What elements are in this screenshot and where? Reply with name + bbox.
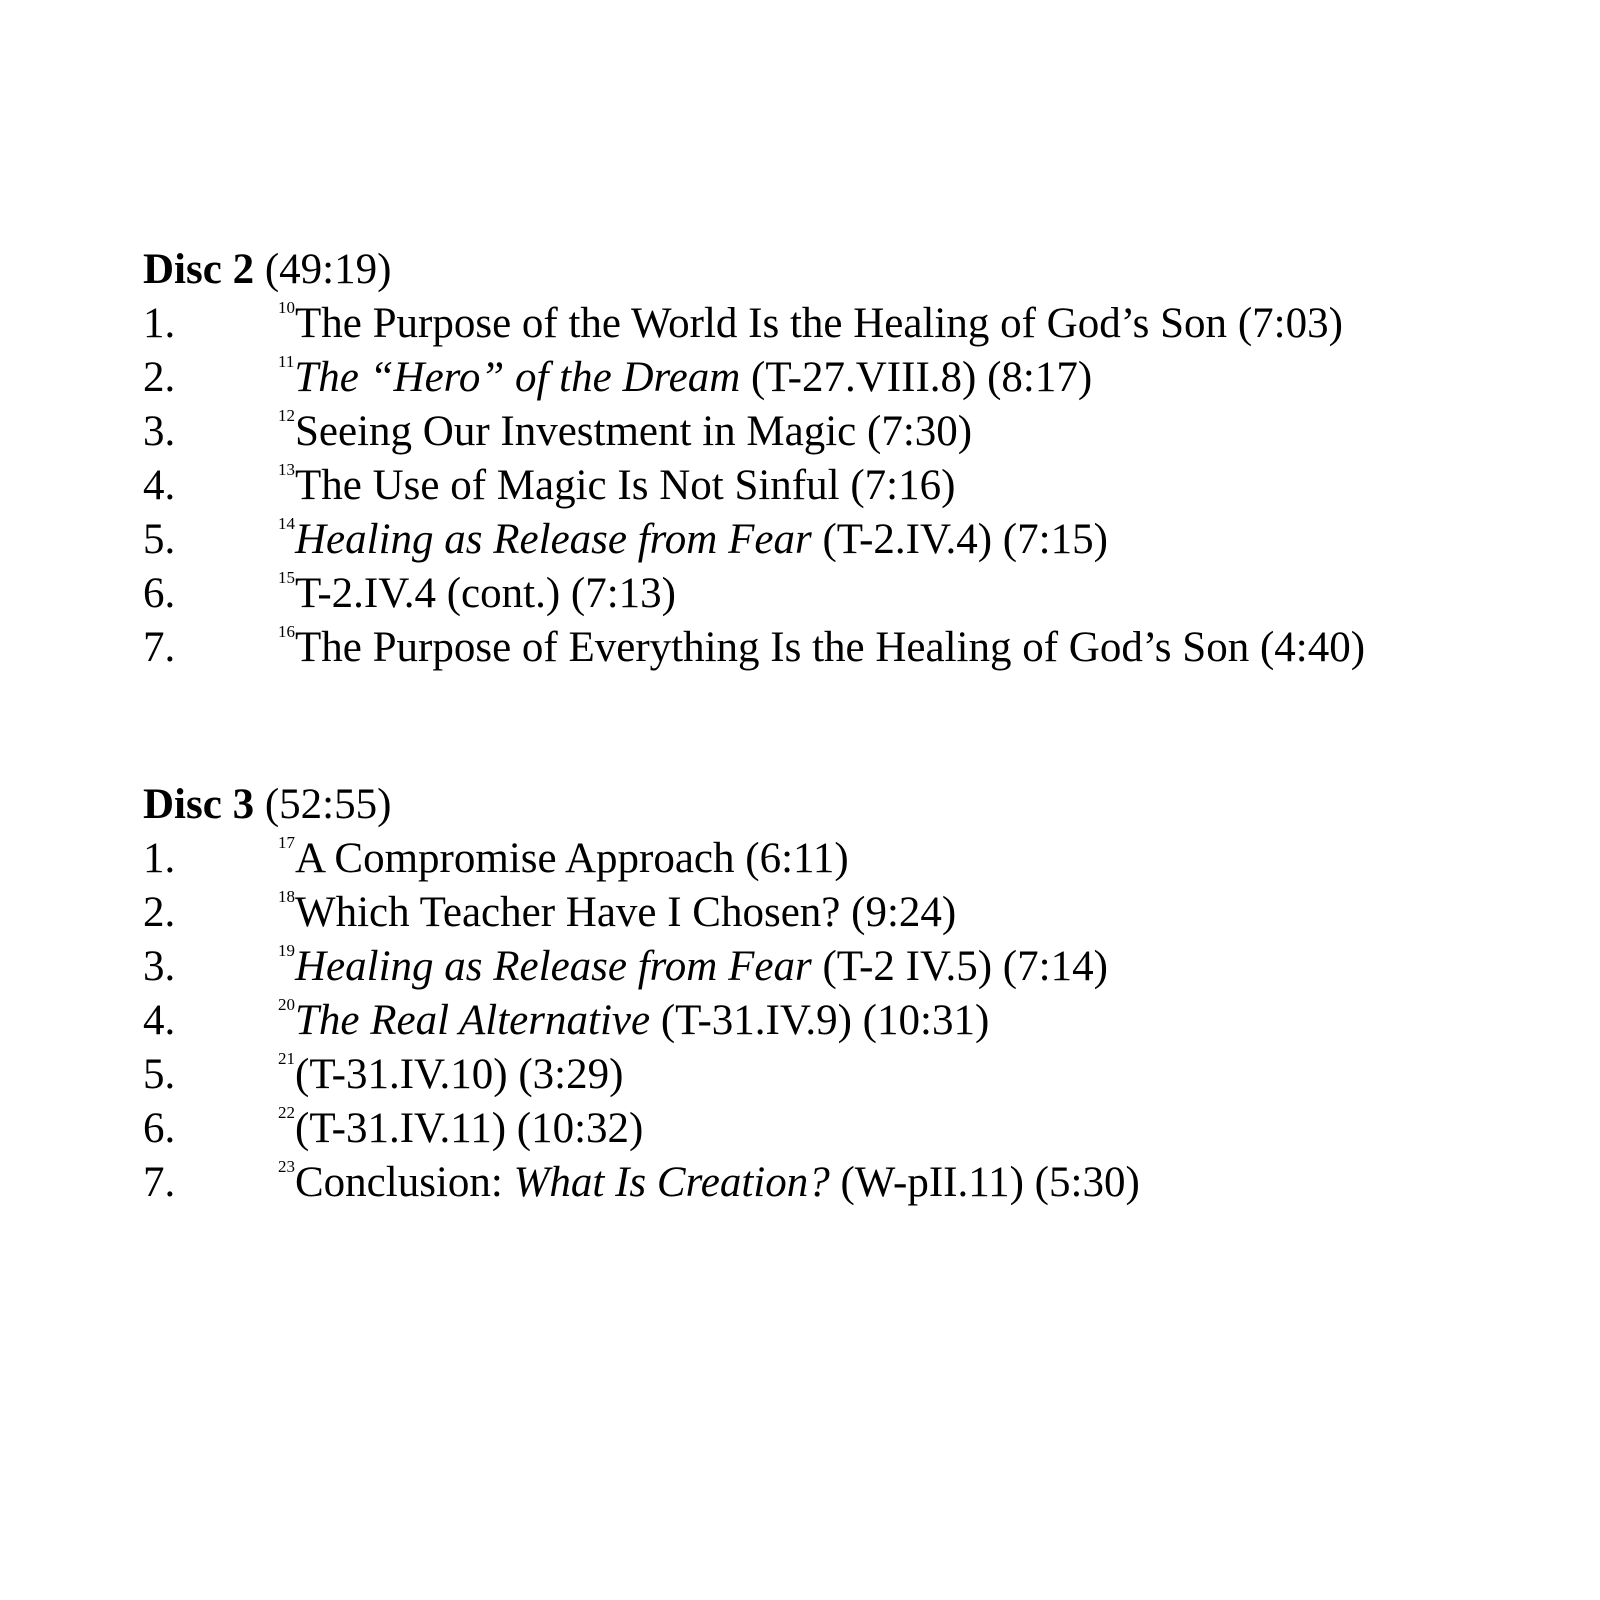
disc-2-track-list	[143, 297, 1563, 675]
track-reference-superscript: 10	[278, 298, 295, 317]
track-item	[143, 1156, 1563, 1210]
track-duration: (9:24)	[851, 889, 957, 936]
disc-3-track-list	[143, 832, 1563, 1210]
track-item	[143, 994, 1563, 1048]
track-item	[143, 567, 1563, 621]
track-item	[143, 513, 1563, 567]
track-title: (T-31.IV.11)	[295, 1105, 507, 1152]
disc-2-section	[143, 243, 1563, 675]
track-number: 2.	[143, 354, 176, 401]
disc-3-duration: (52:55)	[264, 781, 392, 828]
track-reference-superscript: 13	[278, 460, 295, 479]
track-item	[143, 1048, 1563, 1102]
track-title: The “Hero” of the Dream	[294, 354, 741, 401]
track-title: What Is Creation?	[513, 1159, 830, 1206]
track-number: 1.	[143, 835, 176, 882]
track-number: 2.	[143, 889, 176, 936]
track-reference-superscript: 17	[278, 833, 295, 852]
track-reference-superscript: 15	[278, 568, 295, 587]
track-body	[278, 1102, 643, 1156]
track-reference-superscript: 14	[278, 514, 295, 533]
track-number: 3.	[143, 943, 176, 990]
track-item	[143, 351, 1563, 405]
track-duration: (7:13)	[570, 570, 676, 617]
track-duration: (10:32)	[516, 1105, 644, 1152]
track-item	[143, 405, 1563, 459]
disc-3-heading	[143, 778, 1563, 832]
track-reference-superscript: 18	[278, 887, 295, 906]
track-reference-superscript: 21	[278, 1049, 295, 1068]
track-number: 4.	[143, 997, 176, 1044]
track-number: 1.	[143, 300, 176, 347]
track-duration: (7:03)	[1237, 300, 1343, 347]
track-title: Seeing Our Investment in Magic	[295, 408, 857, 455]
track-item	[143, 940, 1563, 994]
track-title: (T-31.IV.10)	[295, 1051, 508, 1098]
track-body	[278, 297, 1343, 351]
disc-3-section	[143, 778, 1563, 1210]
disc-2-label: Disc 2	[143, 246, 255, 293]
track-duration: (4:40)	[1259, 624, 1366, 671]
track-body	[278, 940, 1108, 994]
track-reference-superscript: 12	[278, 406, 295, 425]
track-body	[278, 886, 956, 940]
track-prefix: Conclusion:	[295, 1159, 503, 1206]
track-citation-duration: (T-27.VIII.8) (8:17)	[751, 354, 1093, 401]
track-number: 7.	[143, 1159, 176, 1206]
disc-3-label: Disc 3	[143, 781, 255, 828]
track-item	[143, 459, 1563, 513]
track-reference-superscript: 19	[278, 941, 295, 960]
track-reference-superscript: 23	[278, 1157, 295, 1176]
track-body	[278, 1156, 1140, 1210]
track-title: The Real Alternative	[295, 997, 651, 1044]
track-item	[143, 886, 1563, 940]
track-title: The Purpose of Everything Is the Healing of God’s Son	[295, 624, 1250, 671]
track-citation-duration: (W-pII.11) (5:30)	[840, 1159, 1140, 1206]
track-citation-duration: (T-2 IV.5) (7:14)	[822, 943, 1108, 990]
track-item	[143, 621, 1563, 675]
track-title: The Use of Magic Is Not Sinful	[295, 462, 840, 509]
track-title: T-2.IV.4 (cont.)	[295, 570, 561, 617]
track-reference-superscript: 11	[278, 352, 295, 371]
track-duration: (3:29)	[518, 1051, 624, 1098]
track-body	[278, 513, 1108, 567]
track-number: 6.	[143, 570, 176, 617]
track-number: 7.	[143, 624, 176, 671]
disc-2-heading	[143, 243, 1563, 297]
track-reference-superscript: 22	[278, 1103, 295, 1122]
track-number: 4.	[143, 462, 176, 509]
track-body	[278, 621, 1365, 675]
track-reference-superscript: 20	[278, 995, 295, 1014]
track-title: Healing as Release from Fear	[295, 943, 812, 990]
track-body	[278, 405, 972, 459]
track-duration: (7:30)	[867, 408, 973, 455]
track-item	[143, 1102, 1563, 1156]
track-body	[278, 994, 989, 1048]
disc-2-duration: (49:19)	[264, 246, 392, 293]
track-number: 6.	[143, 1105, 176, 1152]
track-title: A Compromise Approach	[295, 835, 735, 882]
track-title: Which Teacher Have I Chosen?	[295, 889, 841, 936]
track-title: Healing as Release from Fear	[295, 516, 812, 563]
track-body	[278, 351, 1092, 405]
track-citation-duration: (T-2.IV.4) (7:15)	[822, 516, 1108, 563]
track-body	[278, 832, 849, 886]
track-title: The Purpose of the World Is the Healing of God’s Son	[295, 300, 1228, 347]
track-item	[143, 297, 1563, 351]
track-duration: (7:16)	[850, 462, 956, 509]
track-body	[278, 1048, 623, 1102]
track-item	[143, 832, 1563, 886]
track-number: 5.	[143, 1051, 176, 1098]
track-number: 3.	[143, 408, 176, 455]
track-body	[278, 567, 676, 621]
track-reference-superscript: 16	[278, 622, 295, 641]
track-body	[278, 459, 955, 513]
track-duration: (6:11)	[745, 835, 849, 882]
track-number: 5.	[143, 516, 176, 563]
track-citation-duration: (T-31.IV.9) (10:31)	[660, 997, 990, 1044]
